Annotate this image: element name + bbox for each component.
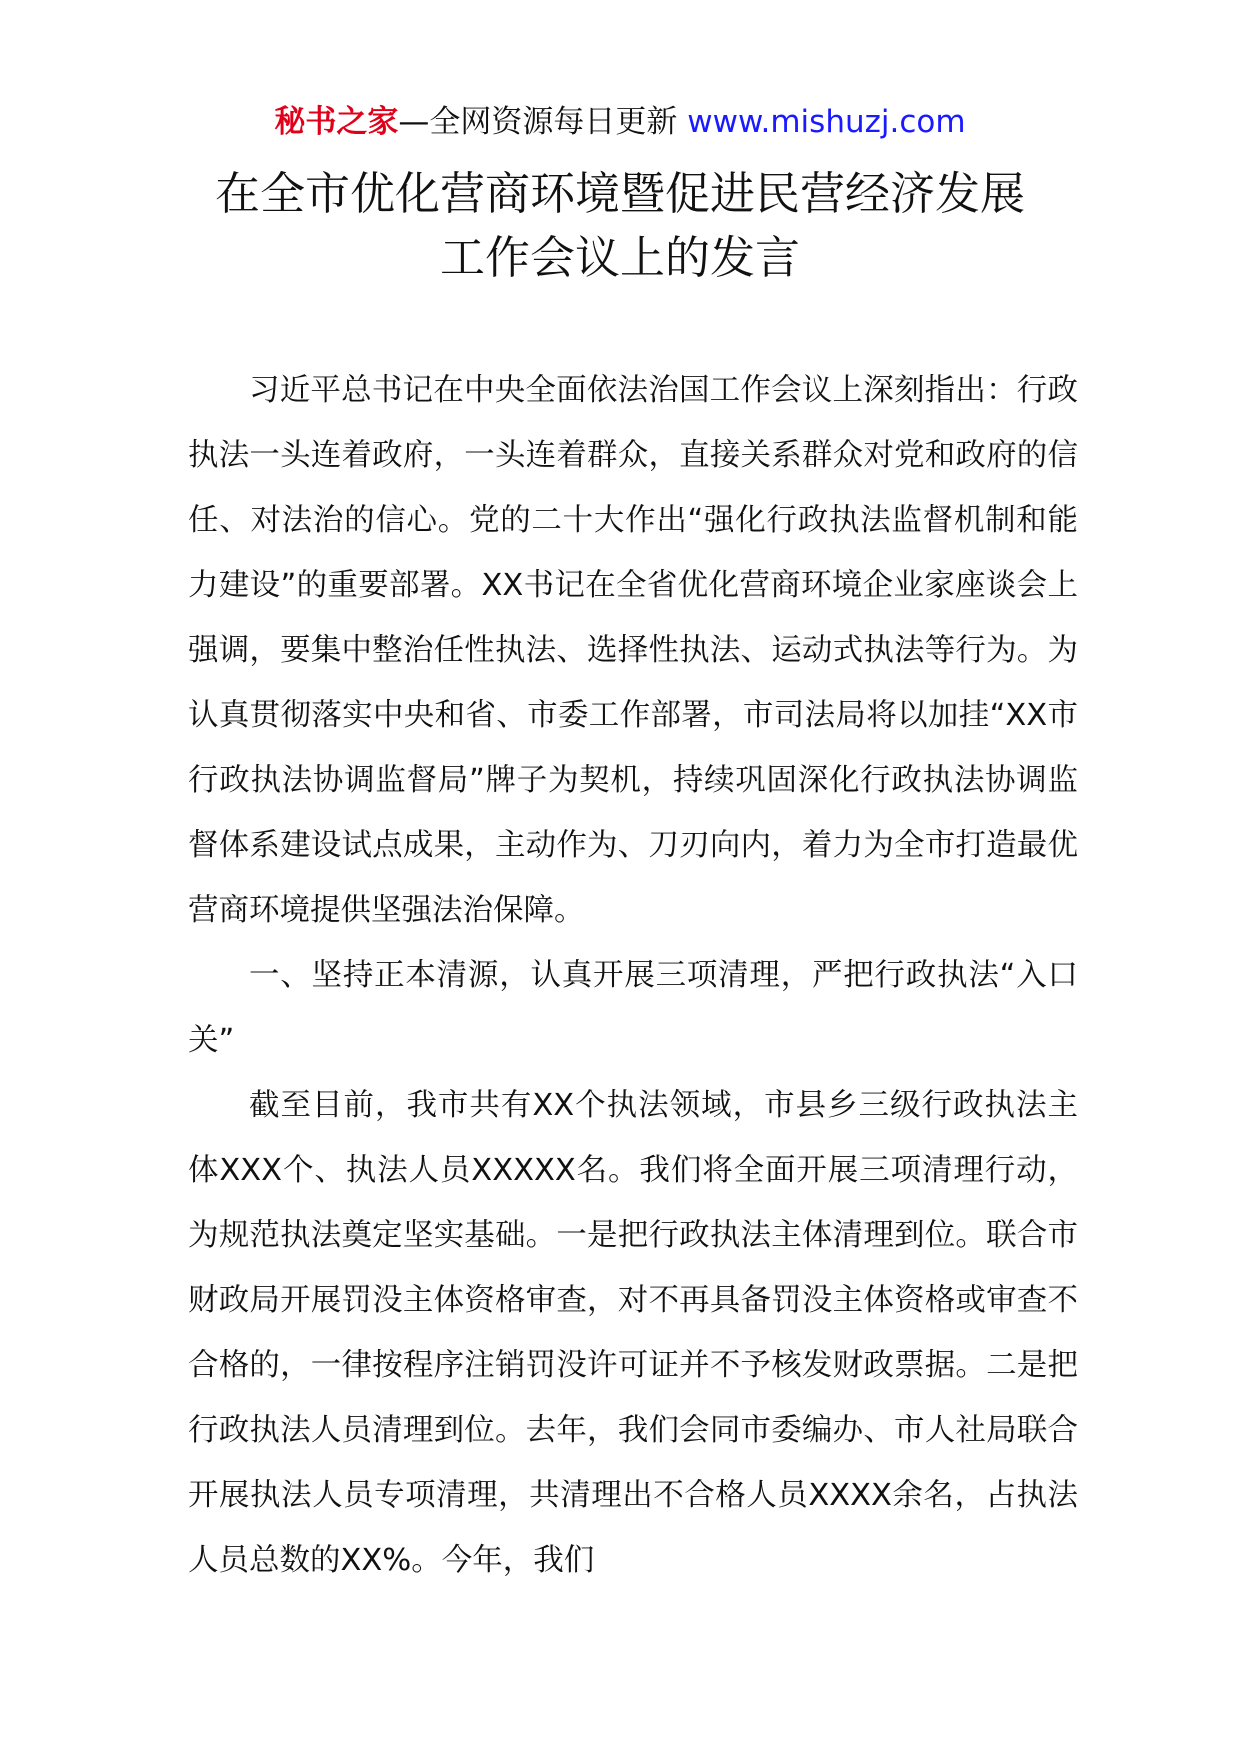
document-title	[0, 162, 1240, 290]
site-slogan: —全网资源每日更新	[398, 104, 678, 140]
site-url-link[interactable]: www.mishuzj.com	[687, 104, 966, 140]
brand-name: 秘书之家	[274, 104, 399, 140]
site-header	[0, 100, 1240, 144]
title-line-1: 在全市优化营商环境暨促进民营经济发展	[214, 167, 1025, 220]
body-paragraph-intro: 习近平总书记在中央全面依法治国工作会议上深刻指出：行政执法一头连着政府，一头连着群众，直接关系群众对党和政府的信任、对法治的信心。党的二十大作出“强化行政执法监督机制和能力建设”的重要部署。XX书记在全省优化营商环境企业家座谈会上强调，要集中整治任性执法、选择性执法、运动式执法等行为。为认真贯彻落实中央和省、市委工作部署，市司法局将以加挂“XX市行政执法协调监督局”牌子为契机，持续巩固深化行政执法协调监督体系建设试点成果，主动作为、刀刃向内，着力为全市打造最优营商环境提供坚强法治保障。	[188, 373, 1078, 928]
document-body	[188, 358, 1078, 1593]
body-paragraph-section-1: 截至目前，我市共有XX个执法领域，市县乡三级行政执法主体XXX个、执法人员XXXXX名。我们将全面开展三项清理行动，为规范执法奠定坚实基础。一是把行政执法主体清理到位。联合市财政局开展罚没主体资格审查，对不再具备罚没主体资格或审查不合格的，一律按程序注销罚没许可证并不予核发财政票据。二是把行政执法人员清理到位。去年，我们会同市委编办、市人社局联合开展执法人员专项清理，共清理出不合格人员XXXX余名，占执法人员总数的XX%。今年，我们	[188, 1088, 1078, 1578]
title-line-2: 工作会议上的发言	[439, 231, 800, 284]
section-heading-1: 一、坚持正本清源，认真开展三项清理，严把行政执法“入口关”	[188, 958, 1078, 1058]
